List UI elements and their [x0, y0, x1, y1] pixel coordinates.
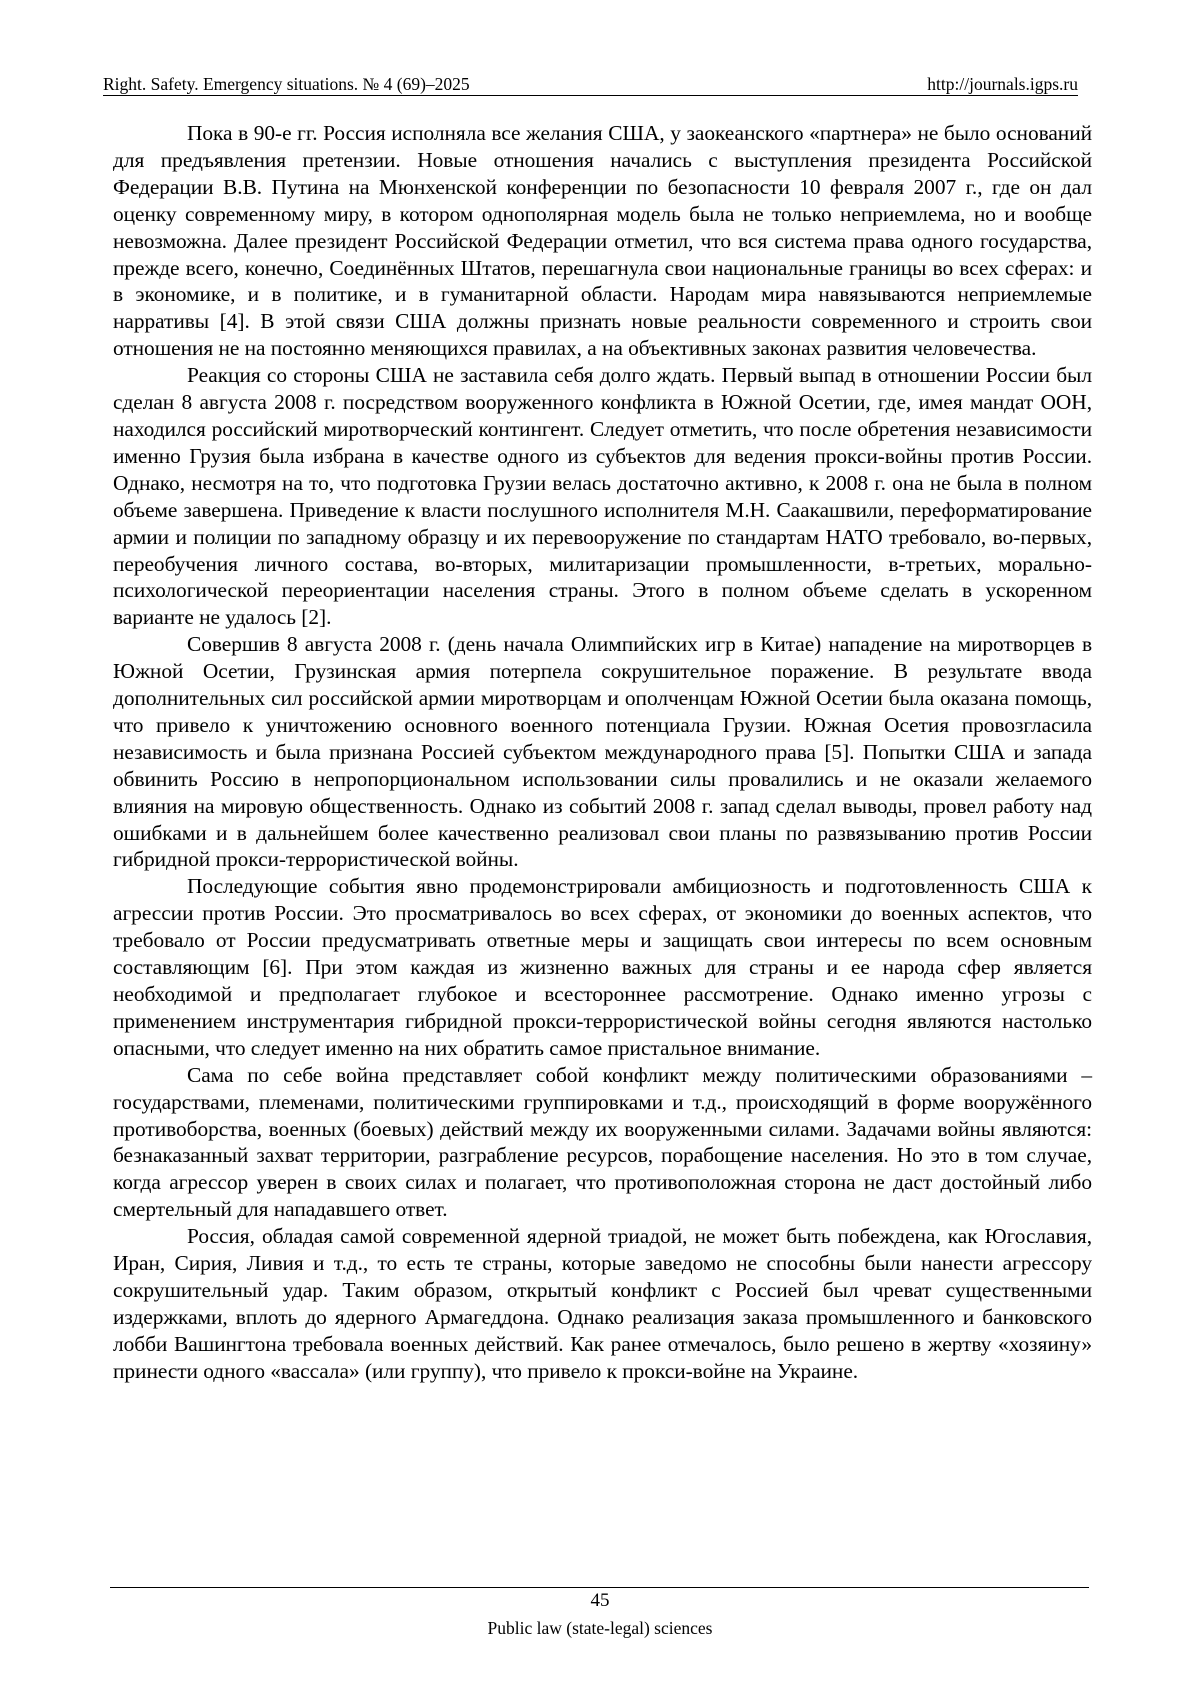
paragraph-2: Реакция со стороны США не заставила себя долго ждать. Первый выпад в отношении России был сделан 8 августа 2008 г. посредством вооруженного конфликта в Южной Осетии, где, имея мандат ООН, находился российский миротворческий контингент. Следует отметить, что после обретения независимости именно Грузия была избрана в качестве одного из субъектов для ведения прокси-войны против России. Однако, несмотря на то, что подготовка Грузии велась достаточно активно, к 2008 г. она не была в полном объеме завершена. Приведение к власти послушного исполнителя М.Н. Саакашвили, переформатирование армии и полиции по западному образцу и их перевооружение по стандартам НАТО требовало, во-первых, переобучения личного состава, во-вторых, милитаризации промышленности, в-третьих, морально-психологической переориентации населения страны. Этого в полном объеме сделать в ускоренном варианте не удалось [2]. — [113, 363, 1092, 630]
running-header — [103, 70, 1078, 96]
paragraph-1: Пока в 90-е гг. Россия исполняла все желания США, у заокеанского «партнера» не было оснований для предъявления претензии. Новые отношения начались с выступления президента Российской Федерации В.В. Путина на Мюнхенской конференции по безопасности 10 февраля 2007 г., где он дал оценку современному миру, в котором однополярная модель была не только неприемлема, но и вообще невозможна. Далее президент Российской Федерации отметил, что вся система права одного государства, прежде всего, конечно, Соединённых Штатов, перешагнула свои национальные границы во всех сферах: и в экономике, и в политике, и в гуманитарной области. Народам мира навязываются неприемлемые нарративы [4]. В этой связи США должны признать новые реальности современного и строить свои отношения не на постоянно меняющихся правилах, а на объективных законах развития человечества. — [113, 121, 1092, 361]
paragraph-6: Россия, обладая самой современной ядерной триадой, не может быть побеждена, как Югославия, Иран, Сирия, Ливия и т.д., то есть те страны, которые заведомо не способны были нанести агрессору сокрушительный удар. Таким образом, открытый конфликт с Россией был чреват существенными издержками, вплоть до ядерного Армагеддона. Однако реализация заказа промышленного и банковского лобби Вашингтона требовала военных действий. Как ранее отмечалось, было решено в жертву «хозяину» принести одного «вассала» (или группу), что привело к прокси-войне на Украине. — [113, 1224, 1092, 1383]
footer-section-title: Public law (state-legal) sciences — [487, 1618, 713, 1638]
footer-divider — [110, 1587, 1089, 1588]
journal-url: http://journals.igps.ru — [927, 74, 1078, 94]
article-body — [113, 120, 1092, 1385]
paragraph-5: Сама по себе война представляет собой конфликт между политическими образованиями – государствами, племенами, политическими группировками и т.д., происходящий в форме вооружённого противоборства, военных (боевых) действий между их вооруженными силами. Задачами войны являются: безнаказанный захват территории, разграбление ресурсов, порабощение населения. Но это в том случае, когда агрессор уверен в своих силах и полагает, что противоположная сторона не даст достойный либо смертельный для нападавшего ответ. — [113, 1062, 1092, 1222]
paragraph-4: Последующие события явно продемонстрировали амбициозность и подготовленность США к агрессии против России. Это просматривалось во всех сферах, от экономики до военных аспектов, что требовало от России предусматривать ответные меры и защищать свои интересы по всем основным составляющим [6]. При этом каждая из жизненно важных для страны и ее народа сфер является необходимой и предполагает глубокое и всестороннее рассмотрение. Однако именно угрозы с применением инструментария гибридной прокси-террористической войны сегодня являются настолько опасными, что следует именно на них обратить самое пристальное внимание. — [113, 874, 1092, 1060]
paragraph-3: Совершив 8 августа 2008 г. (день начала Олимпийских игр в Китае) нападение на миротворцев в Южной Осетии, Грузинская армия потерпела сокрушительное поражение. В результате ввода дополнительных сил российской армии миротворцам и ополченцам Южной Осетии была оказана помощь, что привело к уничтожению основного военного потенциала Грузии. Южная Осетия провозгласила независимость и была признана Россией субъектом международного права [5]. Попытки США и запада обвинить Россию в непропорциональном использовании силы провалились и не оказали желаемого влияния на мировую общественность. Однако из событий 2008 г. запад сделал выводы, провел работу над ошибками и в дальнейшем более качественно реализовал свои планы по развязыванию против России гибридной прокси-террористической войны. — [113, 632, 1092, 872]
page-number: 45 — [590, 1590, 610, 1611]
journal-title: Right. Safety. Emergency situations. № 4 (69)–2025 — [103, 74, 470, 94]
